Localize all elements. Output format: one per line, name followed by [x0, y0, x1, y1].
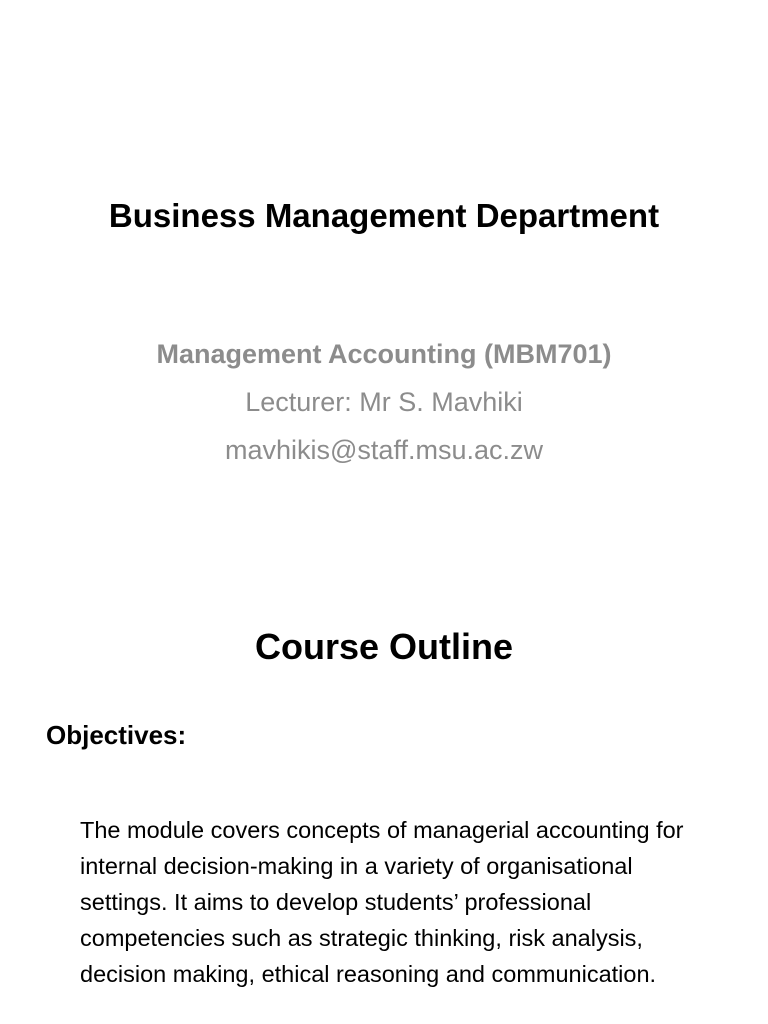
lecturer-email[interactable]: mavhikis@staff.msu.ac.zw: [225, 435, 543, 465]
lecturer-name: Lecturer: Mr S. Mavhiki: [245, 387, 523, 417]
course-outline-title: Course Outline: [254, 626, 514, 667]
objectives-text: The module covers concepts of managerial accounting for internal decision-making in a variety of organisational settings. It aims to develop students’ professional competencies such as strategic thinking, risk analysis, decision making, ethical reasoning and communication.: [80, 817, 684, 987]
objectives-heading: Objectives:: [46, 720, 187, 750]
course-name: Management Accounting (MBM701): [156, 339, 612, 369]
course-info: [0, 330, 768, 474]
department-title: Business Management Department: [108, 197, 660, 234]
course-outline-slide: [0, 560, 768, 1024]
